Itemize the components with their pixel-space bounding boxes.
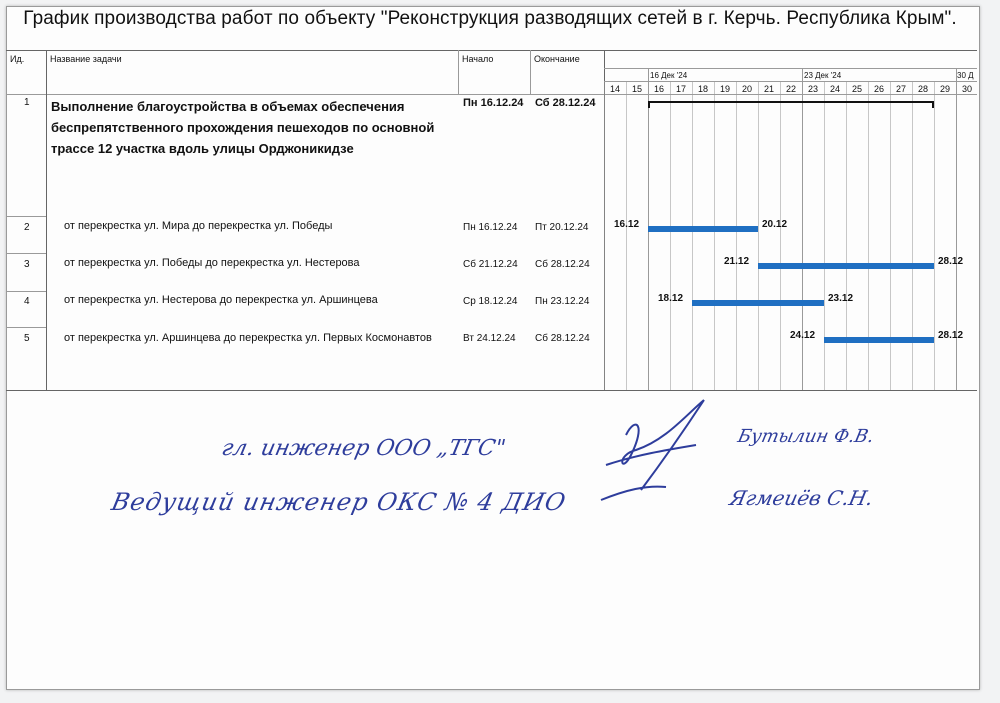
row-sep — [6, 216, 46, 217]
signature-lead-engineer-text: Ведущий инженер ОКС № 4 ДИО — [109, 488, 569, 516]
task-bar — [824, 337, 934, 343]
task-name: от перекрестка ул. Нестерова до перекрестка ул. Аршинцева — [64, 294, 378, 306]
summary-bar — [648, 101, 934, 103]
day-column-line — [912, 81, 913, 390]
day-column-line — [890, 81, 891, 390]
task-start: Пн 16.12.24 — [463, 222, 518, 233]
task-bar — [648, 226, 758, 232]
row-sep — [6, 291, 46, 292]
week-label: 23 Дек '24 — [804, 71, 842, 80]
bar-start-label: 24.12 — [790, 330, 816, 341]
task-name: Выполнение благоустройства в объемах обеспечения беспрепятственного прохождения пешеходов по основной трассе 12 участка вдоль улицы Орджоникидзе — [51, 99, 435, 156]
day-column-line — [692, 81, 693, 390]
day-column-line — [604, 81, 605, 390]
task-id: 3 — [24, 259, 30, 270]
task-start: Ср 18.12.24 — [463, 296, 518, 307]
day-column-line — [780, 81, 781, 390]
row-sep — [6, 253, 46, 254]
signature-lead-engineer-name: Ягмеиёв С.Н. — [727, 486, 876, 510]
header-name: Название задачи — [50, 54, 122, 64]
day-label: 17 — [675, 84, 686, 94]
table-bottom-border — [6, 390, 977, 391]
summary-bar-end — [932, 101, 934, 108]
day-label: 15 — [631, 84, 642, 94]
task-start: Пн 16.12.24 — [463, 97, 524, 109]
task-bar — [692, 300, 824, 306]
col-divider-id — [46, 50, 47, 390]
day-label: 18 — [697, 84, 708, 94]
day-column-line — [956, 68, 957, 390]
signature-chief-engineer-name: Бутылин Ф.В. — [735, 426, 876, 447]
day-column-line — [758, 81, 759, 390]
day-column-line — [736, 81, 737, 390]
day-column-line — [824, 81, 825, 390]
task-end: Сб 28.12.24 — [535, 97, 596, 109]
col-divider-start — [530, 50, 531, 95]
day-label: 14 — [609, 84, 620, 94]
task-end: Сб 28.12.24 — [535, 333, 590, 344]
task-name: от перекрестка ул. Мира до перекрестка ул. Победы — [64, 220, 333, 232]
bar-start-label: 16.12 — [614, 219, 640, 230]
day-label: 25 — [851, 84, 862, 94]
task-id: 5 — [24, 333, 30, 344]
task-name: от перекрестка ул. Аршинцева до перекрестка ул. Первых Космонавтов — [64, 332, 432, 344]
day-column-line — [626, 81, 627, 390]
day-column-line — [802, 68, 803, 390]
task-end: Пн 23.12.24 — [535, 296, 590, 307]
day-column-line — [670, 81, 671, 390]
task-bar — [758, 263, 934, 269]
task-start: Сб 21.12.24 — [463, 259, 518, 270]
task-id: 2 — [24, 222, 30, 233]
bar-end-label: 28.12 — [938, 330, 964, 341]
day-label: 19 — [719, 84, 730, 94]
task-end: Сб 28.12.24 — [535, 259, 590, 270]
day-column-line — [846, 81, 847, 390]
table-top-border — [6, 50, 977, 51]
bar-start-label: 21.12 — [724, 256, 750, 267]
header-id: Ид. — [10, 54, 25, 64]
timescale-divider — [604, 68, 977, 69]
day-label: 20 — [741, 84, 752, 94]
task-id: 4 — [24, 296, 30, 307]
day-label: 26 — [873, 84, 884, 94]
day-label: 27 — [895, 84, 906, 94]
handwritten-signature-icon — [586, 395, 716, 525]
day-label: 23 — [807, 84, 818, 94]
bar-start-label: 18.12 — [658, 293, 684, 304]
timescale-divider — [604, 81, 977, 82]
day-label: 28 — [917, 84, 928, 94]
day-label: 22 — [785, 84, 796, 94]
summary-bar-end — [648, 101, 650, 108]
week-label: 30 Д — [957, 71, 974, 80]
day-column-line — [714, 81, 715, 390]
document-title: График производства работ по объекту "Реконструкция разводящих сетей в г. Керчь. Республика Крым". — [23, 8, 957, 29]
header-start: Начало — [462, 54, 494, 64]
day-label: 21 — [763, 84, 774, 94]
day-column-line — [868, 81, 869, 390]
task-name: от перекрестка ул. Победы до перекрестка ул. Нестерова — [64, 257, 360, 269]
task-start: Вт 24.12.24 — [463, 333, 516, 344]
bar-end-label: 28.12 — [938, 256, 964, 267]
task-end: Пт 20.12.24 — [535, 222, 589, 233]
day-column-line — [934, 81, 935, 390]
signature-chief-engineer-text: гл. инженер ООО „ТГС" — [219, 436, 508, 461]
week-label: 16 Дек '24 — [650, 71, 688, 80]
task-id: 1 — [24, 97, 30, 108]
row-sep — [6, 327, 46, 328]
day-label: 30 — [961, 84, 972, 94]
day-label: 24 — [829, 84, 840, 94]
bar-end-label: 23.12 — [828, 293, 854, 304]
bar-end-label: 20.12 — [762, 219, 788, 230]
header-bottom-border — [6, 94, 977, 95]
header-end: Окончание — [534, 54, 580, 64]
day-label: 16 — [653, 84, 664, 94]
day-label: 29 — [939, 84, 950, 94]
col-divider-name — [458, 50, 459, 95]
